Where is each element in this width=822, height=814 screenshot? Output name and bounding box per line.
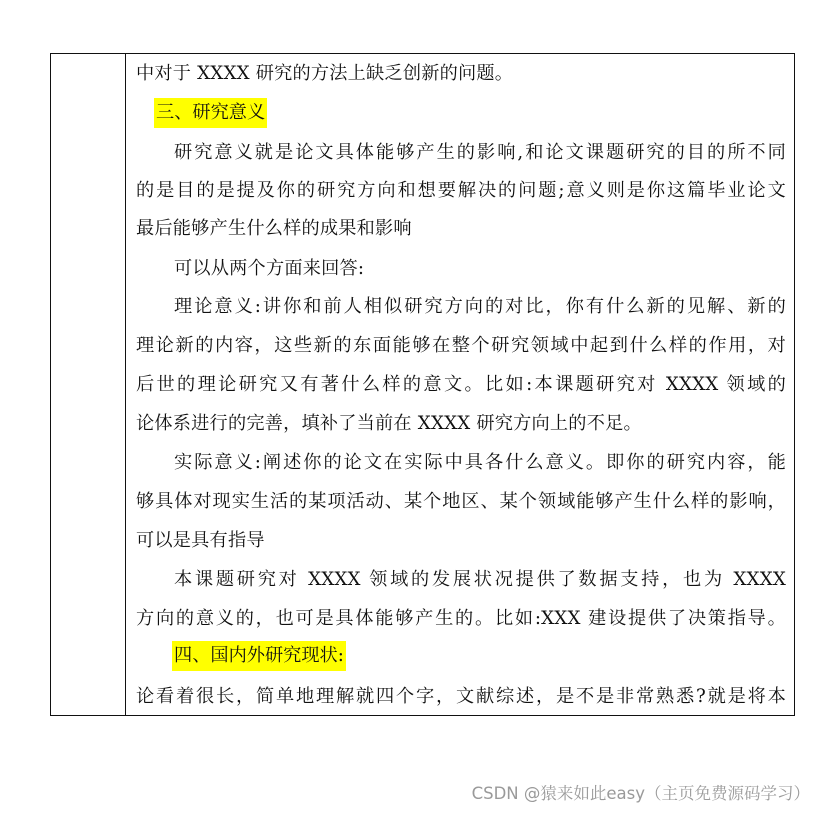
table-left-column [51,54,126,715]
section-heading-research-significance: 三、研究意义 [154,98,267,128]
text-line: 理论意义:讲你和前人相似研究方向的对比，你有什么新的见解、新的 [174,296,786,317]
text-line: 实际意义:阐述你的论文在实际中具各什么意义。即你的研究内容，能 [174,452,786,473]
text-line: 可以是具有指导 [136,530,265,551]
document-table [50,53,795,716]
text-line: 研究意义就是论文具体能够产生的影响,和论文课题研究的目的所不同 [174,142,786,163]
table-content-cell [126,54,794,715]
text-line: 中对于 XXXX 研究的方法上缺乏创新的问题。 [136,63,514,84]
csdn-watermark: CSDN @猿来如此easy（主页免费源码学习） [471,784,810,803]
text-line: 理论新的内容，这些新的东面能够在整个研究领域中起到什么样的作用，对 [136,335,786,356]
text-line: 够具体对现实生活的某项活动、某个地区、某个领域能够产生什么样的影响， [136,491,786,512]
text-line: 的是目的是提及你的研究方向和想要解决的问题;意义则是你这篇毕业论文 [136,180,786,201]
text-line: 论体系进行的完善，填补了当前在 XXXX 研究方向上的不足。 [136,413,642,434]
text-line: 本课题研究对 XXXX 领域的发展状况提供了数据支持，也为 XXXX [174,569,786,590]
text-line: 后世的理论研究又有著什么样的意文。比如:本课题研究对 XXXX 领域的 [136,374,786,395]
text-line: 方向的意义的，也可是具体能够产生的。比如:XXX 建设提供了决策指导。 [136,608,786,629]
text-line: 论看着很长，简单地理解就四个字，文献综述，是不是非常熟悉?就是将本 [136,686,786,707]
text-line: 最后能够产生什么样的成果和影响 [136,218,412,239]
text-line: 可以从两个方面来回答: [174,258,365,279]
section-heading-research-status: 四、国内外研究现状: [172,641,346,671]
